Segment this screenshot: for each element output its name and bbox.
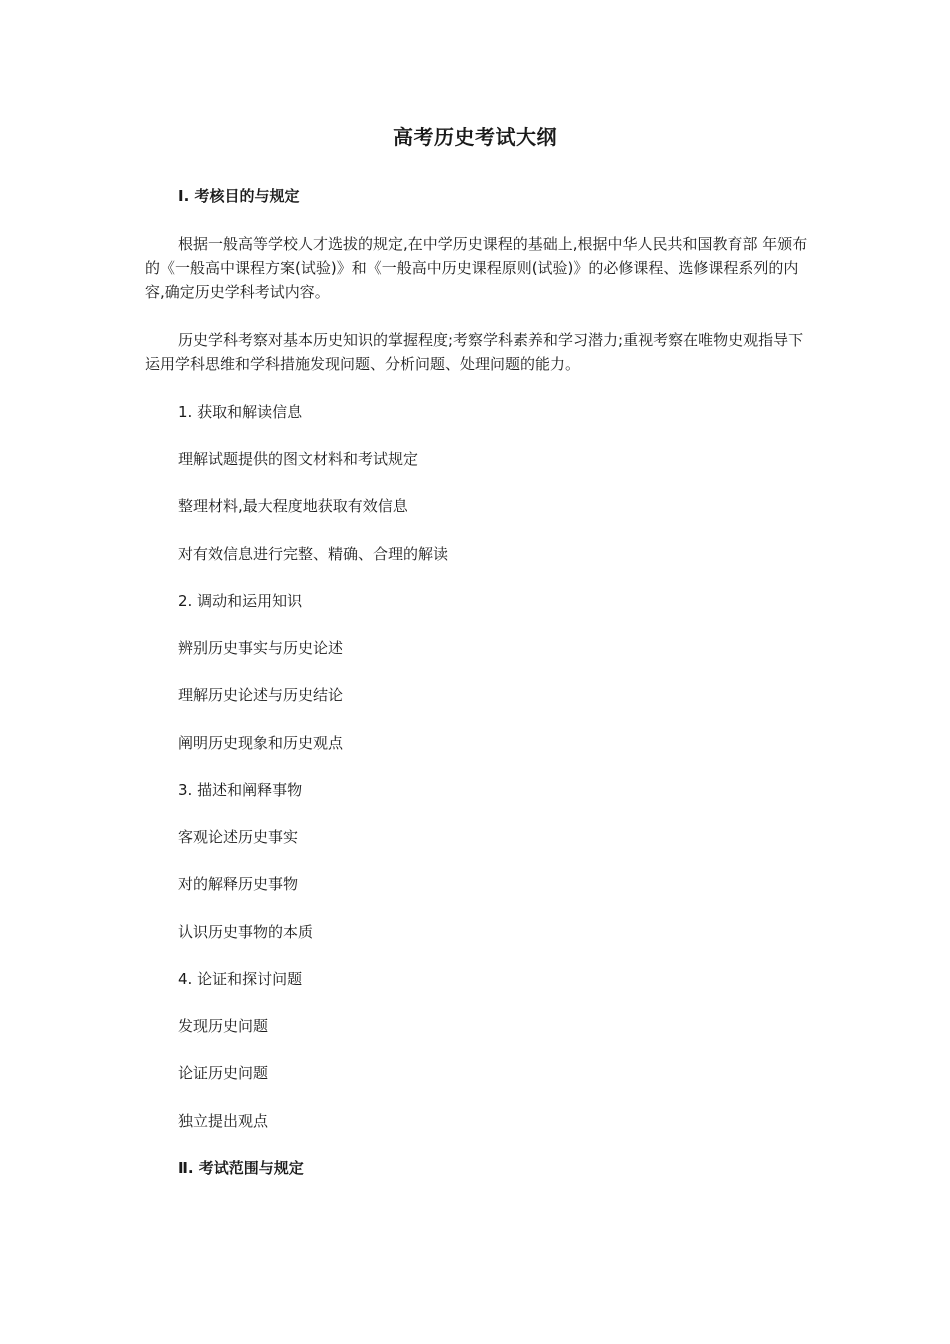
list-item: 独立提出观点 [178, 1112, 269, 1130]
paragraph-1: 根据一般高等学校人才选拔的规定,在中学历史课程的基础上,根据中华人民共和国教育部 年颁布的《一般高中课程方案(试验)》和《一般高中历史课程原则(试验)》的必修课程、选修课程系列的内容,确定历史学科考试内容。 [145, 235, 808, 301]
list-item: 认识历史事物的本质 [178, 923, 314, 941]
section-heading-2: Ⅱ. 考试范围与规定 [178, 1159, 304, 1177]
list-item: 对的解释历史事物 [178, 875, 299, 893]
list-item: 2. 调动和运用知识 [178, 592, 303, 610]
list-item: 客观论述历史事实 [178, 828, 299, 846]
list-item: 对有效信息进行完整、精确、合理的解读 [178, 545, 449, 563]
list-item: 辨别历史事实与历史论述 [178, 639, 344, 657]
section-heading-1: Ⅰ. 考核目的与规定 [178, 187, 300, 205]
document-title: 高考历史考试大纲 [393, 125, 557, 149]
list-item: 阐明历史现象和历史观点 [178, 734, 344, 752]
list-item: 整理材料,最大程度地获取有效信息 [178, 497, 408, 515]
list-item: 理解历史论述与历史结论 [178, 686, 344, 704]
list-item: 理解试题提供的图文材料和考试规定 [178, 450, 419, 468]
list-item: 4. 论证和探讨问题 [178, 970, 303, 988]
list-item: 1. 获取和解读信息 [178, 403, 303, 421]
list-item: 论证历史问题 [178, 1064, 269, 1082]
list-item: 3. 描述和阐释事物 [178, 781, 303, 799]
paragraph-2: 历史学科考察对基本历史知识的掌握程度;考察学科素养和学习潜力;重视考察在唯物史观指导下运用学科思维和学科措施发现问题、分析问题、处理问题的能力。 [145, 331, 804, 373]
list-item: 发现历史问题 [178, 1017, 269, 1035]
